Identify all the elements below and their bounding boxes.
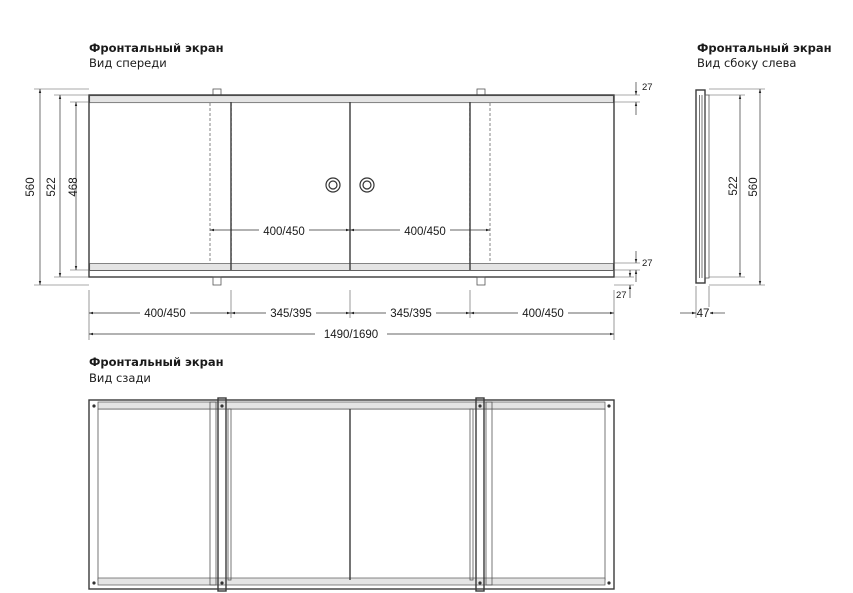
back-post-left-b (218, 398, 226, 591)
side-view-title: Фронтальный экран (697, 41, 832, 55)
back-top-rail (98, 402, 605, 409)
dim-seg-3: 345/395 (390, 308, 432, 320)
dim-height-inner: 468 (68, 177, 80, 197)
top-leg-right (477, 89, 485, 95)
back-view-title: Фронтальный экран (89, 355, 224, 369)
back-post-right-b (476, 398, 484, 591)
side-dim-height-total: 560 (748, 177, 760, 197)
dim-bottom-rail: 27 (642, 258, 653, 269)
side-profile-outer (696, 90, 705, 283)
back-view-subtitle: Вид сзади (89, 371, 151, 385)
side-view (680, 41, 832, 320)
side-dim-height-panel: 522 (728, 176, 740, 196)
bottom-leg-right (477, 277, 485, 285)
dim-inner-left: 400/450 (263, 226, 305, 238)
front-frame (89, 95, 614, 277)
dim-height-total: 560 (25, 177, 37, 197)
top-leg-left (213, 89, 221, 95)
bottom-leg-left (213, 277, 221, 285)
dim-total-width: 1490/1690 (323, 329, 379, 341)
back-frame-inner (98, 409, 605, 580)
front-top-rail (90, 96, 614, 103)
back-frame (89, 400, 614, 589)
dim-seg-1: 400/450 (144, 308, 186, 320)
side-view-subtitle: Вид сбоку слева (697, 56, 797, 70)
front-view-title: Фронтальный экран (89, 41, 224, 55)
handle-right (360, 178, 374, 192)
back-post-left-a (210, 402, 216, 585)
front-view-subtitle: Вид спереди (89, 56, 167, 70)
dim-seg-2: 345/395 (270, 308, 312, 320)
back-view (89, 355, 614, 591)
dim-top-rail: 27 (642, 82, 653, 93)
back-post-right-a (486, 402, 492, 585)
dim-seg-4: 400/450 (522, 308, 564, 320)
side-dim-depth: 47 (696, 308, 710, 320)
front-bottom-rail (90, 264, 614, 271)
dim-bottom-leg: 27 (616, 290, 627, 301)
handle-left (326, 178, 340, 192)
dim-inner-right: 400/450 (404, 226, 446, 238)
back-bottom-rail (98, 578, 605, 585)
dim-height-panel: 522 (46, 177, 58, 197)
front-view (25, 41, 653, 341)
